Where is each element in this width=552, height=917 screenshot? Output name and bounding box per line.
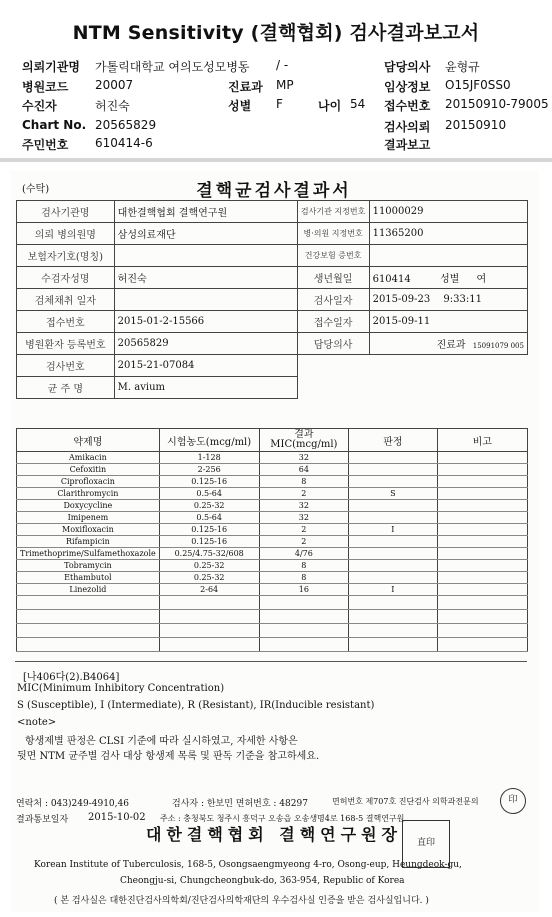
official-seal-stamp: 直印 bbox=[402, 820, 450, 868]
empty-cell bbox=[349, 638, 437, 652]
drug-cell-interp: I bbox=[349, 584, 437, 596]
drug-cell-mic: 8 bbox=[259, 572, 349, 584]
insured-value bbox=[114, 245, 297, 267]
empty-cell bbox=[17, 624, 160, 638]
sheet-title: 결핵균검사결과서 bbox=[196, 181, 352, 201]
drug-cell-interp bbox=[349, 560, 437, 572]
drug-cell-conc: 0.125-16 bbox=[159, 524, 259, 536]
empty-cell bbox=[17, 596, 160, 610]
drug-cell-drug: Ethambutol bbox=[17, 572, 160, 584]
empty-cell bbox=[437, 638, 527, 652]
drug-cell-conc: 0.25/4.75-32/608 bbox=[159, 548, 259, 560]
empty-cell bbox=[437, 624, 527, 638]
drug-cell-note bbox=[437, 548, 527, 560]
report-header bbox=[0, 0, 552, 160]
ward-value: / - bbox=[276, 58, 289, 72]
sheet-dept-cell bbox=[369, 333, 527, 355]
certification-note: ( 본 검사실은 대한진단검사의학회/진단검사의학재단의 우수검사실 인증을 받은 검사실입니다. ) bbox=[54, 896, 429, 906]
drug-cell-mic: 8 bbox=[259, 560, 349, 572]
result-sheet bbox=[10, 170, 538, 912]
sheet-dept-label: 진료과 bbox=[436, 340, 466, 351]
sheet-dept-value: 15091079 005 bbox=[472, 342, 524, 350]
empty-cell bbox=[259, 610, 349, 624]
drug-cell-interp bbox=[349, 476, 437, 488]
hosp-patient-no-value: 20565829 bbox=[114, 333, 297, 355]
drug-cell-drug: Tobramycin bbox=[17, 560, 160, 572]
drug-row bbox=[17, 488, 528, 500]
dept-value: MP bbox=[276, 78, 294, 92]
age-value: 54 bbox=[350, 97, 366, 111]
drug-cell-interp: I bbox=[349, 524, 437, 536]
hospital-code-value: 20007 bbox=[95, 78, 134, 92]
receipt-date-label: 접수일자 bbox=[297, 311, 369, 333]
license-note: 면허번호 제707호 진단검사 의학과전문의 bbox=[332, 797, 479, 806]
chart-no-label: Chart No. bbox=[22, 118, 87, 132]
notes-box bbox=[15, 661, 527, 777]
empty-row bbox=[17, 610, 528, 624]
empty-cell bbox=[437, 596, 527, 610]
note-line-1: 항생제별 판정은 CLSI 기준에 따라 실시하였고, 자세한 사항은 bbox=[25, 736, 298, 747]
health-card-value bbox=[369, 245, 527, 267]
test-no-label: 검사번호 bbox=[17, 355, 115, 377]
drug-cell-conc: 0.25-32 bbox=[159, 572, 259, 584]
drug-cell-mic: 8 bbox=[259, 476, 349, 488]
drug-cell-mic: 2 bbox=[259, 488, 349, 500]
empty-cell bbox=[259, 624, 349, 638]
col-interp: 판정 bbox=[349, 429, 437, 452]
empty-cell bbox=[159, 596, 259, 610]
test-time-value: 9:33:11 bbox=[443, 294, 482, 305]
note-tag: <note> bbox=[17, 717, 57, 728]
patient-value: 허진숙 bbox=[95, 99, 130, 113]
empty-cell bbox=[259, 596, 349, 610]
req-hospital-value: 삼성의료재단 bbox=[114, 223, 297, 245]
info-table bbox=[16, 200, 528, 399]
drug-cell-mic: 16 bbox=[259, 584, 349, 596]
receipt-date-value: 2015-09-11 bbox=[369, 311, 527, 333]
drug-cell-drug: Clarithromycin bbox=[17, 488, 160, 500]
drug-cell-mic: 2 bbox=[259, 524, 349, 536]
drug-cell-interp bbox=[349, 464, 437, 476]
test-date-cell bbox=[369, 289, 527, 311]
empty-row bbox=[17, 596, 528, 610]
drug-cell-note bbox=[437, 536, 527, 548]
dob-sex-cell bbox=[369, 267, 527, 289]
empty-cell bbox=[17, 610, 160, 624]
address: 주소 : 충청북도 청주시 흥덕구 오송읍 오송생명4로 168-5 결핵연구원 bbox=[160, 814, 405, 823]
sheet-sex-value: 여 bbox=[476, 274, 487, 285]
drug-cell-drug: Linezolid bbox=[17, 584, 160, 596]
drug-cell-interp bbox=[349, 512, 437, 524]
drug-cell-drug: Ciprofloxacin bbox=[17, 476, 160, 488]
patient-label: 수진자 bbox=[22, 99, 57, 113]
institution-label: 의뢰기관명 bbox=[22, 60, 80, 74]
drug-cell-mic: 64 bbox=[259, 464, 349, 476]
consignment-tag: (수탁) bbox=[22, 184, 50, 195]
drug-cell-interp bbox=[349, 500, 437, 512]
sex-value: F bbox=[276, 97, 283, 111]
report-title: NTM Sensitivity (결핵협회) 검사결과보고서 bbox=[72, 22, 480, 44]
drug-table bbox=[16, 428, 528, 652]
age-label: 나이 bbox=[318, 99, 342, 113]
drug-cell-mic: 32 bbox=[259, 500, 349, 512]
drug-row bbox=[17, 512, 528, 524]
drug-cell-conc: 0.125-16 bbox=[159, 476, 259, 488]
drug-cell-drug: Moxifloxacin bbox=[17, 524, 160, 536]
note-line-2: 뒷면 NTM 균주별 검사 대상 항생제 목록 및 판독 기준을 참고하세요. bbox=[17, 751, 320, 762]
resident-no-label: 주민번호 bbox=[22, 138, 69, 152]
drug-row bbox=[17, 524, 528, 536]
test-org-no-value: 11000029 bbox=[369, 201, 527, 223]
sheet-receipt-no-value: 2015-01-2-15566 bbox=[114, 311, 297, 333]
sheet-patient-value: 허진숙 bbox=[114, 267, 297, 289]
test-org-label: 검사기관명 bbox=[17, 201, 115, 223]
report-label: 결과보고 bbox=[384, 138, 431, 152]
clinical-info-label: 임상정보 bbox=[384, 80, 431, 94]
drug-cell-drug: Imipenem bbox=[17, 512, 160, 524]
drug-cell-note bbox=[437, 476, 527, 488]
drug-row bbox=[17, 500, 528, 512]
test-date-label: 검사일자 bbox=[297, 289, 369, 311]
drug-cell-note bbox=[437, 464, 527, 476]
drug-cell-drug: Doxycycline bbox=[17, 500, 160, 512]
hospital-code-label: 병원코드 bbox=[22, 80, 69, 94]
col-note: 비고 bbox=[437, 429, 527, 452]
drug-cell-note bbox=[437, 500, 527, 512]
req-hospital-label: 의뢰 병의원명 bbox=[17, 223, 115, 245]
drug-row bbox=[17, 560, 528, 572]
doctor-label: 담당의사 bbox=[384, 60, 431, 74]
resident-no-value: 610414-6 bbox=[95, 136, 153, 150]
drug-cell-mic: 4/76 bbox=[259, 548, 349, 560]
drug-cell-drug: Cefoxitin bbox=[17, 464, 160, 476]
drug-cell-note bbox=[437, 512, 527, 524]
drug-cell-conc: 0.5-64 bbox=[159, 488, 259, 500]
empty-cell bbox=[437, 610, 527, 624]
sex-label: 성별 bbox=[228, 99, 252, 113]
organism-label: 균 주 명 bbox=[17, 377, 115, 399]
health-card-label: 건강보험 증번호 bbox=[297, 245, 369, 267]
test-date-value: 2015-09-23 bbox=[372, 294, 431, 305]
drug-cell-note bbox=[437, 524, 527, 536]
chart-no-value: 20565829 bbox=[95, 118, 157, 132]
col-conc: 시험농도(mcg/ml) bbox=[159, 429, 259, 452]
specimen-date-value bbox=[114, 289, 297, 311]
report-date-label: 결과통보일자 bbox=[16, 815, 69, 825]
institution-value: 가톨릭대학교 여의도성모병동 bbox=[95, 60, 250, 74]
empty-row bbox=[17, 638, 528, 652]
drug-cell-mic: 32 bbox=[259, 452, 349, 464]
drug-cell-note bbox=[437, 572, 527, 584]
drug-cell-note bbox=[437, 452, 527, 464]
drug-cell-conc: 2-64 bbox=[159, 584, 259, 596]
hosp-patient-no-label: 병원환자 등록번호 bbox=[17, 333, 115, 355]
drug-cell-note bbox=[437, 584, 527, 596]
institute-name-kr: 대한결핵협회 결핵연구원장 bbox=[145, 825, 403, 844]
col-drug: 약제명 bbox=[17, 429, 160, 452]
drug-cell-interp bbox=[349, 572, 437, 584]
drug-cell-conc: 0.5-64 bbox=[159, 512, 259, 524]
contact: 연락처 : 043)249-4910,46 bbox=[16, 799, 129, 809]
drug-row bbox=[17, 536, 528, 548]
drug-row bbox=[17, 464, 528, 476]
drug-cell-interp bbox=[349, 536, 437, 548]
organism-value: M. avium bbox=[114, 377, 297, 399]
receipt-no-label: 접수번호 bbox=[384, 99, 431, 113]
sheet-patient-label: 수검자성명 bbox=[17, 267, 115, 289]
drug-cell-conc: 2-256 bbox=[159, 464, 259, 476]
sheet-doctor-label: 담당의사 bbox=[297, 333, 369, 355]
drug-row bbox=[17, 572, 528, 584]
drug-cell-drug: Amikacin bbox=[17, 452, 160, 464]
drug-cell-note bbox=[437, 488, 527, 500]
divider bbox=[0, 158, 552, 162]
drug-row bbox=[17, 548, 528, 560]
drug-cell-conc: 1-128 bbox=[159, 452, 259, 464]
drug-cell-conc: 0.125-16 bbox=[159, 536, 259, 548]
req-hospital-no-value: 11365200 bbox=[369, 223, 527, 245]
receipt-no-value: 20150910-79005 bbox=[445, 97, 549, 111]
drug-cell-interp bbox=[349, 548, 437, 560]
insured-label: 보험자기호(명칭) bbox=[17, 245, 115, 267]
drug-row bbox=[17, 452, 528, 464]
empty-cell bbox=[159, 624, 259, 638]
empty-cell bbox=[349, 596, 437, 610]
institute-address-en-2: Cheongju-si, Chungcheongbuk-do, 363-954, Republic of Korea bbox=[120, 876, 405, 886]
test-no-value: 2015-21-07084 bbox=[114, 355, 297, 377]
drug-cell-mic: 32 bbox=[259, 512, 349, 524]
sheet-sex-label: 성별 bbox=[439, 274, 460, 285]
empty-cell bbox=[349, 610, 437, 624]
request-label: 검사의뢰 bbox=[384, 120, 431, 134]
drug-cell-interp bbox=[349, 452, 437, 464]
empty-cell bbox=[259, 638, 349, 652]
col-mic: 결과 MIC(mcg/ml) bbox=[259, 429, 349, 452]
empty-cell bbox=[17, 638, 160, 652]
institute-address-en-1: Korean Institute of Tuberculosis, 168-5, Osongsaengmyeong 4-ro, Osong-eup, Heungdeok-gu, bbox=[34, 860, 462, 870]
report-date-value: 2015-10-02 bbox=[88, 812, 146, 823]
drug-cell-conc: 0.25-32 bbox=[159, 500, 259, 512]
dept-label: 진료과 bbox=[228, 80, 263, 94]
drug-cell-mic: 2 bbox=[259, 536, 349, 548]
drug-cell-drug: Rifampicin bbox=[17, 536, 160, 548]
clinical-info-value: O15JF0SS0 bbox=[445, 78, 511, 92]
drug-row bbox=[17, 476, 528, 488]
dob-label: 생년월일 bbox=[297, 267, 369, 289]
interp-legend: S (Susceptible), I (Intermediate), R (Resistant), IR(Inducible resistant) bbox=[17, 700, 375, 711]
sheet-receipt-no-label: 접수번호 bbox=[17, 311, 115, 333]
drug-cell-conc: 0.25-32 bbox=[159, 560, 259, 572]
empty-cell bbox=[159, 638, 259, 652]
drug-cell-interp: S bbox=[349, 488, 437, 500]
notes-code: [나406다(2).B4064] bbox=[23, 672, 120, 683]
inspector: 검사자 : 한보민 면허번호 : 48297 bbox=[172, 799, 308, 809]
dob-value: 610414 bbox=[372, 274, 411, 285]
drug-cell-note bbox=[437, 560, 527, 572]
seal-stamp-small: 印 bbox=[500, 788, 526, 814]
request-value: 20150910 bbox=[445, 118, 507, 132]
specimen-date-label: 검체채취 일자 bbox=[17, 289, 115, 311]
req-hospital-no-label: 병·의원 지정번호 bbox=[297, 223, 369, 245]
test-org-value: 대한결핵협회 결핵연구원 bbox=[114, 201, 297, 223]
mic-definition: MIC(Minimum Inhibitory Concentration) bbox=[17, 683, 225, 694]
empty-cell bbox=[159, 610, 259, 624]
test-org-no-label: 검사기관 지정번호 bbox=[297, 201, 369, 223]
empty-cell bbox=[349, 624, 437, 638]
drug-cell-drug: Trimethoprime/Sulfamethoxazole bbox=[17, 548, 160, 560]
empty-row bbox=[17, 624, 528, 638]
doctor-value: 윤형규 bbox=[445, 60, 480, 74]
drug-row bbox=[17, 584, 528, 596]
